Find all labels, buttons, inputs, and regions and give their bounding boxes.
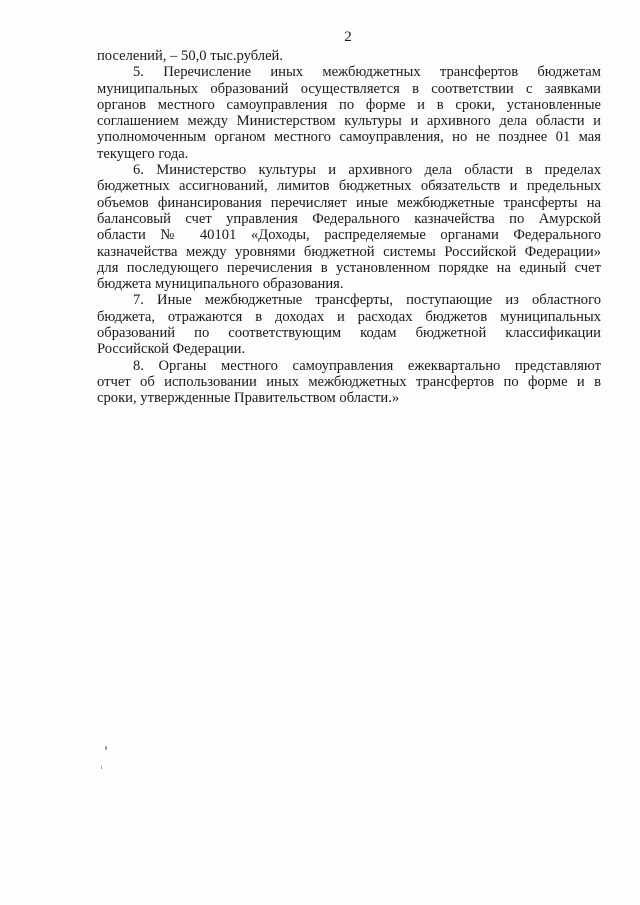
text-line: балансовый счет управления Федерального казначейства по Амурской <box>97 210 601 227</box>
text-line: бюджетных ассигнований, лимитов бюджетных обязательств и предельных <box>97 178 601 195</box>
text-line: 7. Иные межбюджетные трансферты, поступающие из областного <box>133 292 601 309</box>
text-line: бюджета, отражаются в доходах и расходах бюджетов муниципальных <box>97 308 601 325</box>
text-line: бюджета муниципального образования. <box>97 276 344 293</box>
text-line: текущего года. <box>97 145 189 162</box>
scan-artifact <box>101 766 102 769</box>
text-line: образований по соответствующим кодам бюджетной классификации <box>97 325 601 342</box>
text-line: казначейства между уровнями бюджетной системы Российской Федерации» <box>97 243 601 260</box>
text-line: Российской Федерации. <box>97 341 246 358</box>
paragraph-6 <box>97 162 601 292</box>
text-line: для последующего перечисления в установленном порядке на единый счет <box>97 259 601 276</box>
paragraph-continuation <box>97 48 601 64</box>
paragraph-7 <box>97 292 601 357</box>
page-number: 2 <box>344 29 352 45</box>
text-line: сроки, утвержденные Правительством области.» <box>97 390 400 407</box>
text-line: области № 40101 «Доходы, распределяемые органами Федерального <box>97 227 601 244</box>
text-line: муниципальных образований осуществляется в соответствии с заявками <box>97 80 601 97</box>
text-line: органов местного самоуправления по форме и в сроки, установленные <box>97 96 601 113</box>
text-line: соглашением между Министерством культуры и архивного дела области и <box>97 113 601 130</box>
text-line: уполномоченным органом местного самоуправления, но не позднее 01 мая <box>97 129 601 146</box>
text-line: поселений, – 50,0 тыс.рублей. <box>97 48 284 64</box>
paragraph-5 <box>97 64 601 162</box>
paragraph-8 <box>97 358 601 407</box>
text-line: отчет об использовании иных межбюджетных трансфертов по форме и в <box>97 373 601 390</box>
text-line: 8. Органы местного самоуправления ежеквартально представляют <box>133 357 601 374</box>
document-body <box>97 48 601 407</box>
scan-artifact <box>105 746 107 750</box>
text-line: объемов финансирования перечисляет иные межбюджетные трансферты на <box>97 194 601 211</box>
text-line: 6. Министерство культуры и архивного дела области в пределах <box>133 162 601 179</box>
text-line: 5. Перечисление иных межбюджетных трансфертов бюджетам <box>133 64 601 81</box>
